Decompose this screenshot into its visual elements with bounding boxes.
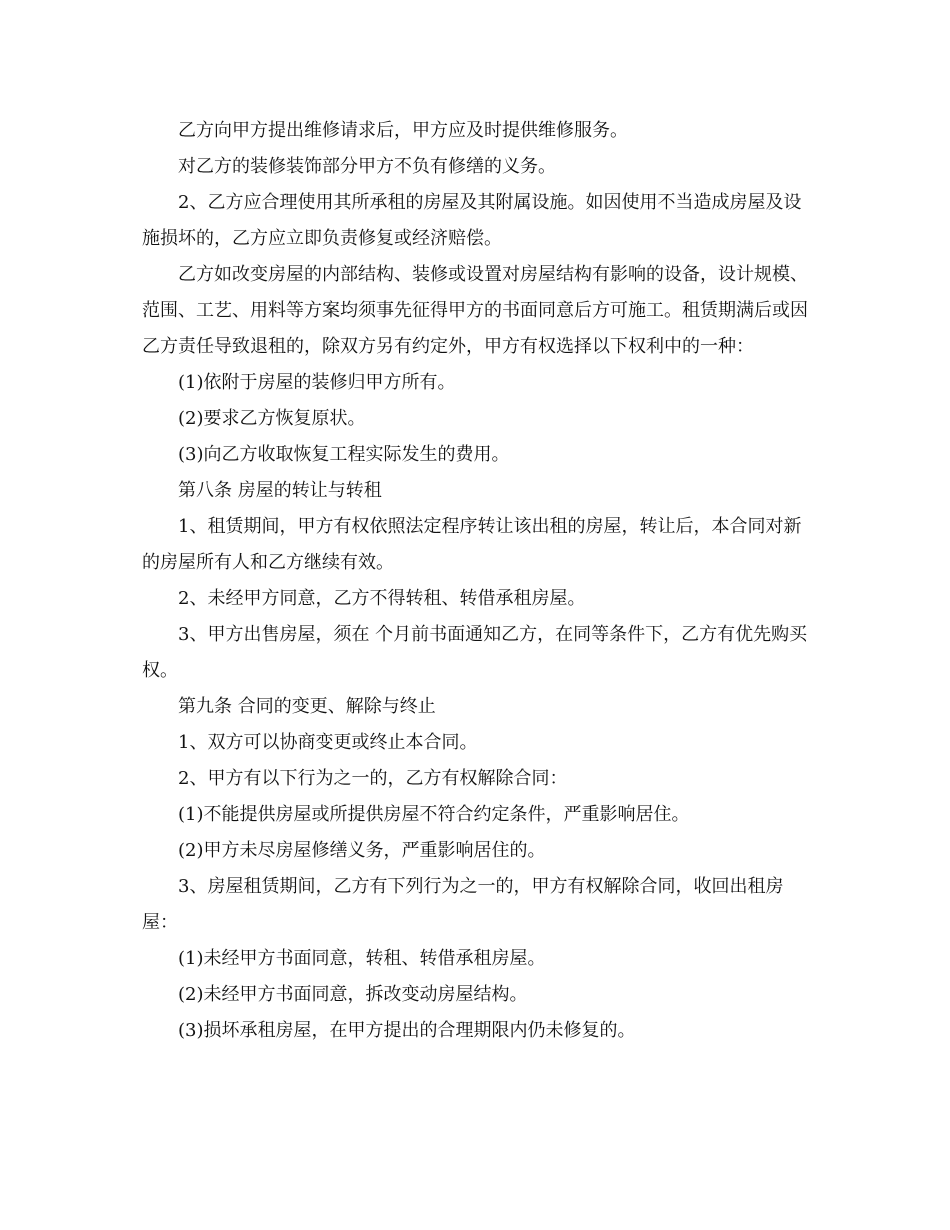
list-item-restore-cost: (3)向乙方收取恢复工程实际发生的费用。 xyxy=(178,444,510,465)
paragraph-mutual-change: 1、双方可以协商变更或终止本合同。 xyxy=(178,732,478,753)
paragraph-repair-request: 乙方向甲方提出维修请求后，甲方应及时提供维修服务。 xyxy=(178,120,628,141)
section-heading-article-9: 第九条 合同的变更、解除与终止 xyxy=(178,696,436,717)
list-item-damage-unrepaired: (3)损坏承租房屋，在甲方提出的合理期限内仍未修复的。 xyxy=(178,1020,636,1041)
list-item-unfit-house: (1)不能提供房屋或所提供房屋不符合约定条件，严重影响居住。 xyxy=(178,804,690,825)
section-heading-article-8: 第八条 房屋的转让与转租 xyxy=(178,480,382,501)
list-item-no-repair: (2)甲方未尽房屋修缮义务，严重影响居住的。 xyxy=(178,840,546,861)
paragraph-decoration-duty: 对乙方的装修装饰部分甲方不负有修缮的义务。 xyxy=(178,156,556,177)
paragraph-lessee-termination: 2、甲方有以下行为之一的，乙方有权解除合同： xyxy=(178,768,568,789)
paragraph-transfer-during-lease: 1、租赁期间，甲方有权依照法定程序转让该出租的房屋，转让后，本合同对新的房屋所有人和乙方继续有效。 xyxy=(142,516,802,573)
paragraph-lessor-termination: 3、房屋租赁期间，乙方有下列行为之一的，甲方有权解除合同，收回出租房屋： xyxy=(142,876,784,933)
list-item-unauthorized-alteration: (2)未经甲方书面同意，拆改变动房屋结构。 xyxy=(178,984,528,1005)
paragraph-proper-use: 2、乙方应合理使用其所承租的房屋及其附属设施。如因使用不当造成房屋及设施损坏的，乙方应立即负责修复或经济赔偿。 xyxy=(142,192,802,249)
list-item-restore-original: (2)要求乙方恢复原状。 xyxy=(178,408,366,429)
paragraph-no-sublease: 2、未经甲方同意，乙方不得转租、转借承租房屋。 xyxy=(178,588,586,609)
paragraph-structure-change: 乙方如改变房屋的内部结构、装修或设置对房屋结构有影响的设备，设计规模、范围、工艺、用料等方案均须事先征得甲方的书面同意后方可施工。租赁期满后或因乙方责任导致退租的，除双方另有约定外，甲方有权选择以下权利中的一种： xyxy=(142,264,808,357)
document-body xyxy=(142,113,817,1049)
list-item-decoration-ownership: (1)依附于房屋的装修归甲方所有。 xyxy=(178,372,456,393)
paragraph-priority-purchase: 3、甲方出售房屋，须在 个月前书面通知乙方，在同等条件下，乙方有优先购买权。 xyxy=(142,624,808,681)
list-item-unauthorized-sublease: (1)未经甲方书面同意，转租、转借承租房屋。 xyxy=(178,948,546,969)
